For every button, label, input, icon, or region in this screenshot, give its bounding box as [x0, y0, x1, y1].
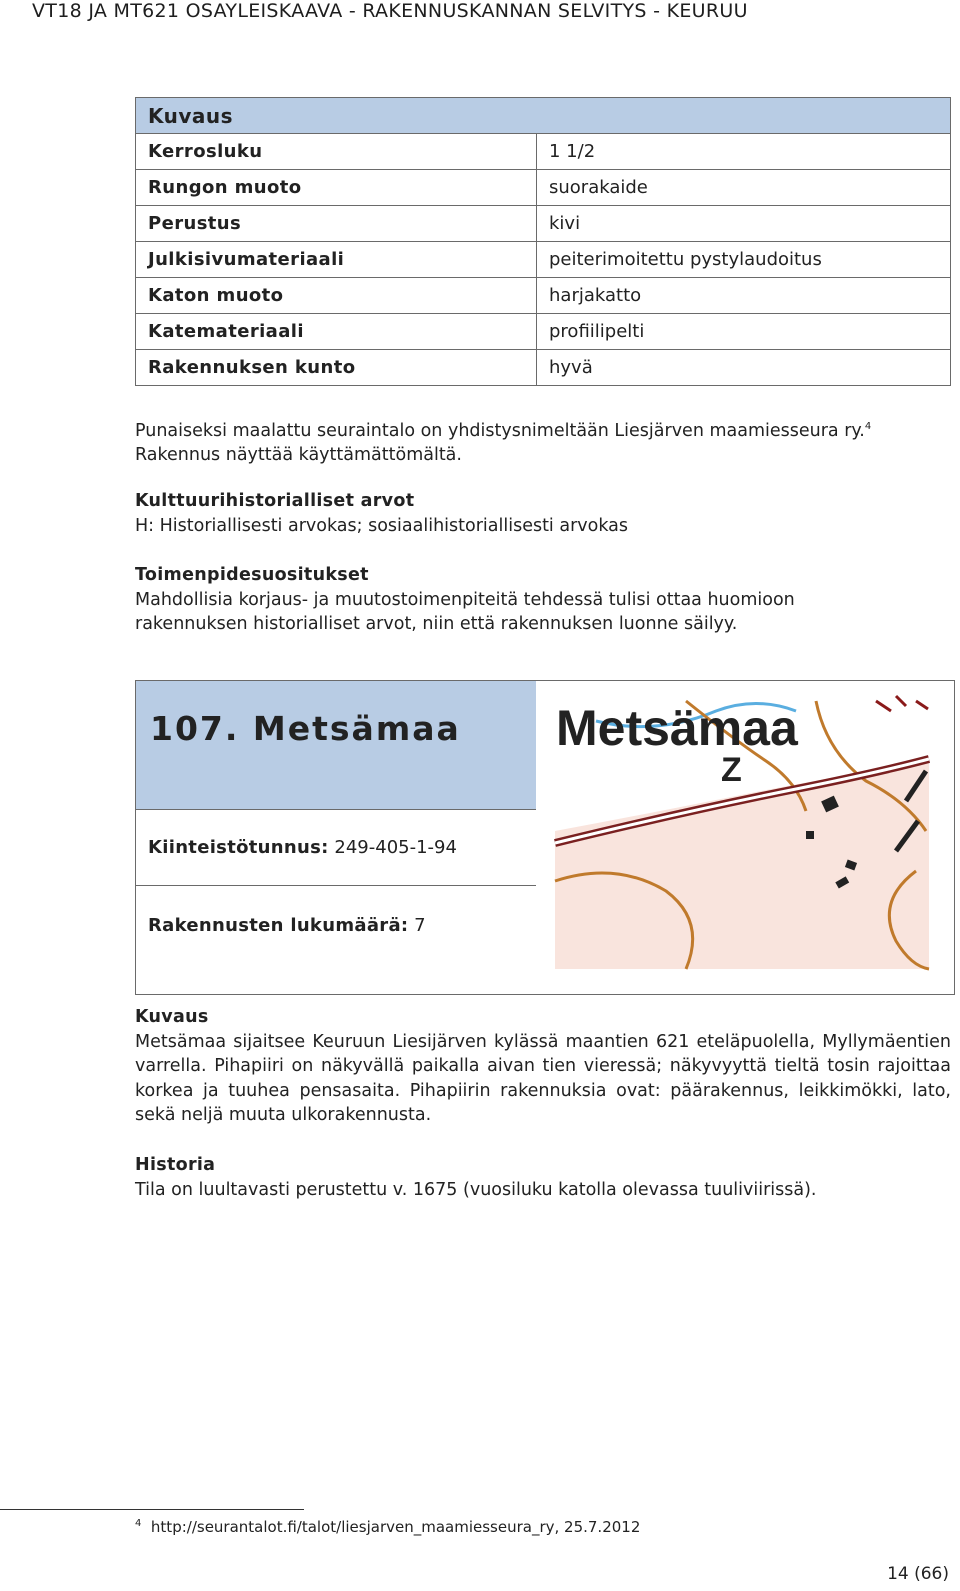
property-info-panel: [135, 680, 537, 995]
section-heading: Kuvaus: [135, 1007, 209, 1027]
building-count-label: Rakennusten lukumäärä:: [148, 915, 409, 936]
table-row: [136, 350, 951, 386]
building-description-table: [135, 97, 951, 386]
property-id-label: Kiinteistötunnus:: [148, 837, 329, 858]
intro-paragraph: [135, 415, 871, 468]
footnote: [135, 1518, 640, 1536]
row-value: harjakatto: [537, 278, 951, 314]
section-heading: Toimenpidesuositukset: [135, 565, 369, 585]
section-text: Mahdollisia korjaus- ja muutostoimenpiteitä tehdessä tulisi ottaa huomioon rakennuksen historialliset arvot, niin että rakennuksen luonne säilyy.: [135, 589, 795, 635]
running-header: VT18 JA MT621 OSAYLEISKAAVA - RAKENNUSKANNAN SELVITYS - KEURUU: [32, 0, 748, 22]
title-cell: [136, 681, 536, 810]
intro-line-1: Punaiseksi maalattu seuraintalo on yhdistysnimeltään Liesjärven maamiesseura ry.: [135, 420, 865, 441]
property-id-row: [136, 810, 536, 886]
section-heading: Historia: [135, 1155, 216, 1175]
row-label: Julkisivumateriaali: [136, 242, 537, 278]
page-number: 14 (66): [887, 1564, 949, 1584]
footnote-link[interactable]: http://seurantalot.fi/talot/liesjarven_maamiesseura_ry, 25.7.2012: [150, 1518, 641, 1536]
row-value: profiilipelti: [537, 314, 951, 350]
table-row: [136, 278, 951, 314]
building-count-row: [136, 886, 536, 994]
footnote-number: 4: [135, 1518, 142, 1529]
row-label: Kerrosluku: [136, 134, 537, 170]
svg-text:Z: Z: [721, 751, 742, 789]
property-title: 107. Metsämaa: [150, 709, 461, 748]
map-image: [536, 681, 954, 994]
row-label: Perustus: [136, 206, 537, 242]
table-row: [136, 170, 951, 206]
row-label: Rakennuksen kunto: [136, 350, 537, 386]
row-label: Rungon muoto: [136, 170, 537, 206]
map-place-label: Metsämaa: [556, 700, 798, 756]
table-row: [136, 314, 951, 350]
row-label: Katon muoto: [136, 278, 537, 314]
section-text: Tila on luultavasti perustettu v. 1675 (vuosiluku katolla olevassa tuuliviirissä).: [135, 1179, 817, 1200]
property-card: [135, 680, 957, 995]
location-map: [536, 680, 955, 995]
section-text: Metsämaa sijaitsee Keuruun Liesijärven kylässä maantien 621 eteläpuolella, Myllymäentien varrella. Pihapiiri on näkyvällä paikalla aivan tien vieressä; näkyvyyttä tieltä tosin rajoittaa korkea ja tuuhea pensasaita. Pihapiirin rakennuksia ovat: päärakennus, leikkimökki, lato, sekä neljä muuta ulkorakennusta.: [135, 1031, 951, 1126]
row-value: hyvä: [537, 350, 951, 386]
table-row: [136, 206, 951, 242]
row-value: peiterimoitettu pystylaudoitus: [537, 242, 951, 278]
row-label: Katemateriaali: [136, 314, 537, 350]
table-row: [136, 242, 951, 278]
section-heading: Kulttuurihistorialliset arvot: [135, 491, 415, 511]
history-section: [135, 1153, 817, 1202]
property-id-value: 249-405-1-94: [334, 837, 457, 858]
cultural-values-section: [135, 489, 628, 538]
table-heading: Kuvaus: [136, 98, 951, 134]
row-value: kivi: [537, 206, 951, 242]
footnote-divider: [0, 1509, 304, 1510]
row-value: suorakaide: [537, 170, 951, 206]
description-section: [135, 1005, 951, 1128]
section-text: H: Historiallisesti arvokas; sosiaalihistoriallisesti arvokas: [135, 515, 629, 536]
table-row: [136, 134, 951, 170]
recommendations-section: [135, 563, 951, 637]
row-value: 1 1/2: [537, 134, 951, 170]
building-count-value: 7: [414, 915, 426, 936]
footnote-reference[interactable]: 4: [864, 421, 872, 432]
intro-line-2: Rakennus näyttää käyttämättömältä.: [135, 445, 462, 466]
